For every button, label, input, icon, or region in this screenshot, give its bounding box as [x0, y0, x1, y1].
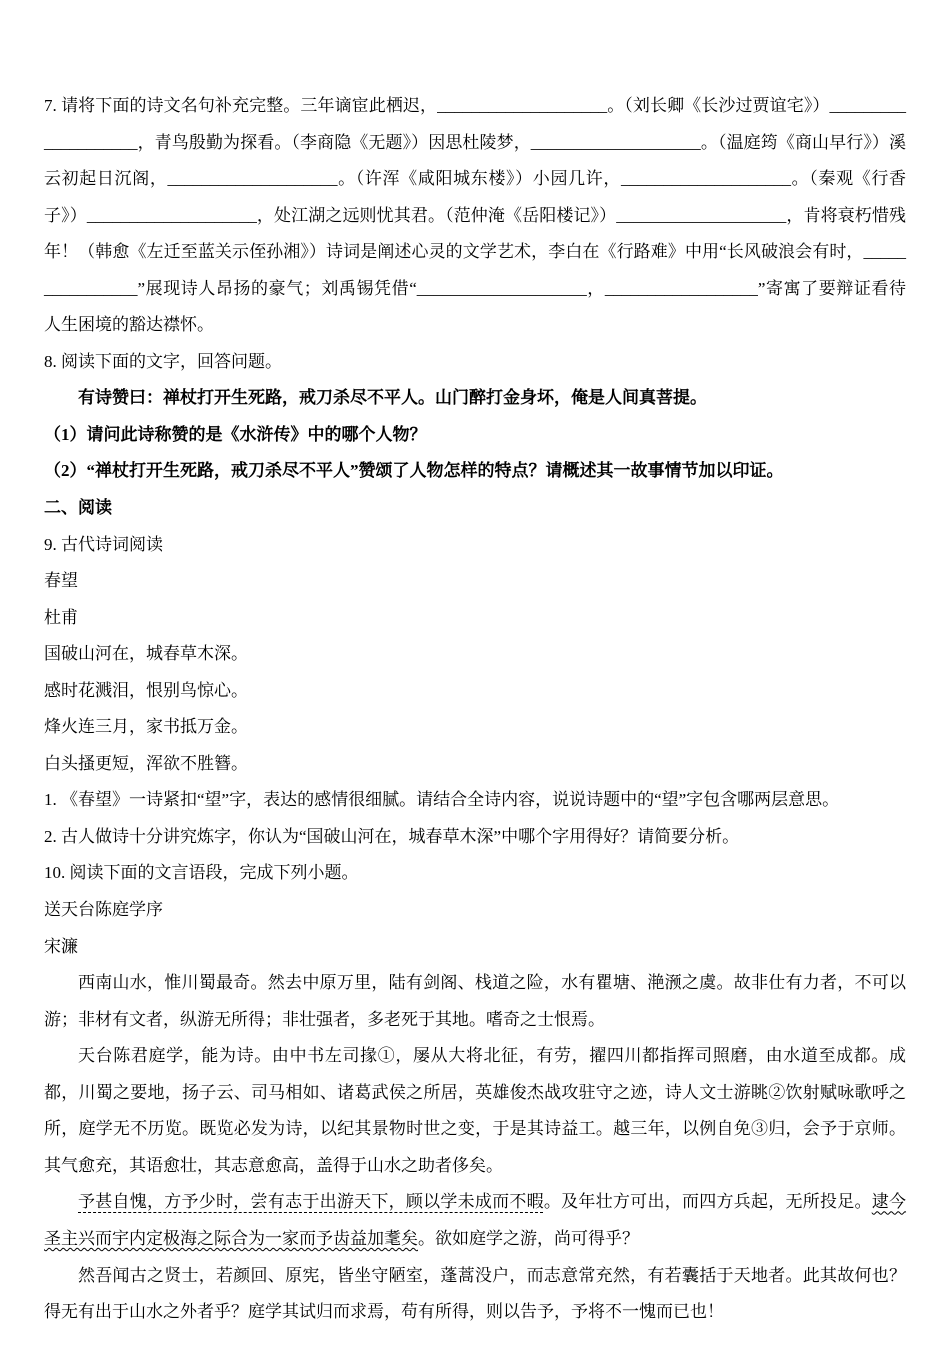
- poem-line-1: 国破山河在，城春草木深。: [44, 644, 248, 664]
- poem-line-2: 感时花溅泪，恨别鸟惊心。: [44, 680, 248, 700]
- question-8-sub2: （2）“禅杖打开生死路，戒刀杀尽不平人”赞颂了人物怎样的特点？请概述其一故事情节加以印证。: [44, 461, 784, 481]
- question-7-text: 7. 请将下面的诗文名句补充完整。三年谪宦此栖迟，____________________。（刘长卿《长沙过贾谊宅》）____________________，青鸟殷勤为探看。（李商隐《无题》）因思杜陵梦，____________________。（温庭筠《商山早行》）溪云初起日沉阁，____________________。（许浑《咸阳城东楼》）小园几许，____________________。（秦观《行香子》）____________________，处江湖之远则忧其君。（范仲淹《岳阳楼记》）____________________，肯将衰朽惜残年！（韩愈《左迁至蓝关示侄孙湘》）诗词是阐述心灵的文学艺术，李白在《行路难》中用“长风破浪会有时，________________”展现诗人昂扬的豪气；刘禹锡凭借“____________________，__________________”寄寓了要辩证看待人生困境的豁达襟怀。: [44, 96, 906, 335]
- question-8-sub1: （1）请问此诗称赞的是《水浒传》中的哪个人物？: [44, 424, 427, 444]
- passage-title: 送天台陈庭学序: [44, 900, 163, 920]
- question-10-stem: 10. 阅读下面的文言语段，完成下列小题。: [44, 863, 359, 883]
- section-2-heading: 二、阅读: [44, 498, 112, 518]
- passage-paragraph-1: 西南山水，惟川蜀最奇。然去中原万里，陆有剑阁、栈道之险，水有瞿塘、滟滪之虞。故非仕有力者，不可以游；非材有文者，纵游无所得；非壮强者，多老死于其地。嗜奇之士恨焉。: [44, 973, 906, 1029]
- passage-para-3-middle-text: 。及年壮方可出，而四方兵起，无所投足。: [543, 1192, 872, 1212]
- question-8: [44, 344, 906, 490]
- question-9: [44, 527, 906, 856]
- question-10: [44, 855, 906, 1330]
- passage-author: 宋濂: [44, 936, 78, 956]
- poem-line-4: 白头搔更短，浑欲不胜簪。: [44, 753, 248, 773]
- passage-para-3-wavy-sentence: 逮今圣主兴而宇内定极海之际合为一家而予齿益加耄矣: [44, 1192, 907, 1248]
- poem-author: 杜甫: [44, 607, 78, 627]
- poem-title: 春望: [44, 571, 78, 591]
- passage-paragraph-4: 然吾闻古之贤士，若颜回、原宪，皆坐守陋室，蓬蒿没户，而志意常充然，有若囊括于天地者。此其故何也？得无有出于山水之外者乎？庭学其试归而求焉，苟有所得，则以告予，予将不一愧而已也！: [44, 1265, 906, 1322]
- passage-para-3-underlined-sentence: 予甚自愧，方予少时，尝有志于出游天下，顾以学未成而不暇: [78, 1192, 544, 1212]
- passage-paragraph-2: 天台陈君庭学，能为诗。由中书左司掾①，屡从大将北征，有劳，擢四川都指挥司照磨，由水道至成都。成都，川蜀之要地，扬子云、司马相如、诸葛武侯之所居，英雄俊杰战攻驻守之迹，诗人文士游眺②饮射赋咏歌呼之所，庭学无不历览。既览必发为诗，以纪其景物时世之变，于是其诗益工。越三年，以例自免③归，会予于京师。其气愈充，其语愈壮，其志意愈高，盖得于山水之助者侈矣。: [44, 1046, 906, 1175]
- poem-line-3: 烽火连三月，家书抵万金。: [44, 717, 248, 737]
- question-9-sub2: 2. 古人做诗十分讲究炼字，你认为“国破山河在，城春草木深”中哪个字用得好？请简要分析。: [44, 826, 740, 846]
- question-9-stem: 9. 古代诗词阅读: [44, 534, 163, 554]
- question-8-poem-quote: 有诗赞曰：禅杖打开生死路，戒刀杀尽不平人。山门醉打金身坏，俺是人间真菩提。: [78, 388, 707, 408]
- question-8-stem: 8. 阅读下面的文字，回答问题。: [44, 351, 282, 371]
- passage-paragraph-3: [44, 1184, 906, 1257]
- passage-para-3-end-text: 。欲如庭学之游，尚可得乎？: [418, 1228, 639, 1248]
- question-9-sub1: 1. 《春望》一诗紧扣“望”字，表达的感情很细腻。请结合全诗内容，说说诗题中的“望”字包含哪两层意思。: [44, 790, 840, 810]
